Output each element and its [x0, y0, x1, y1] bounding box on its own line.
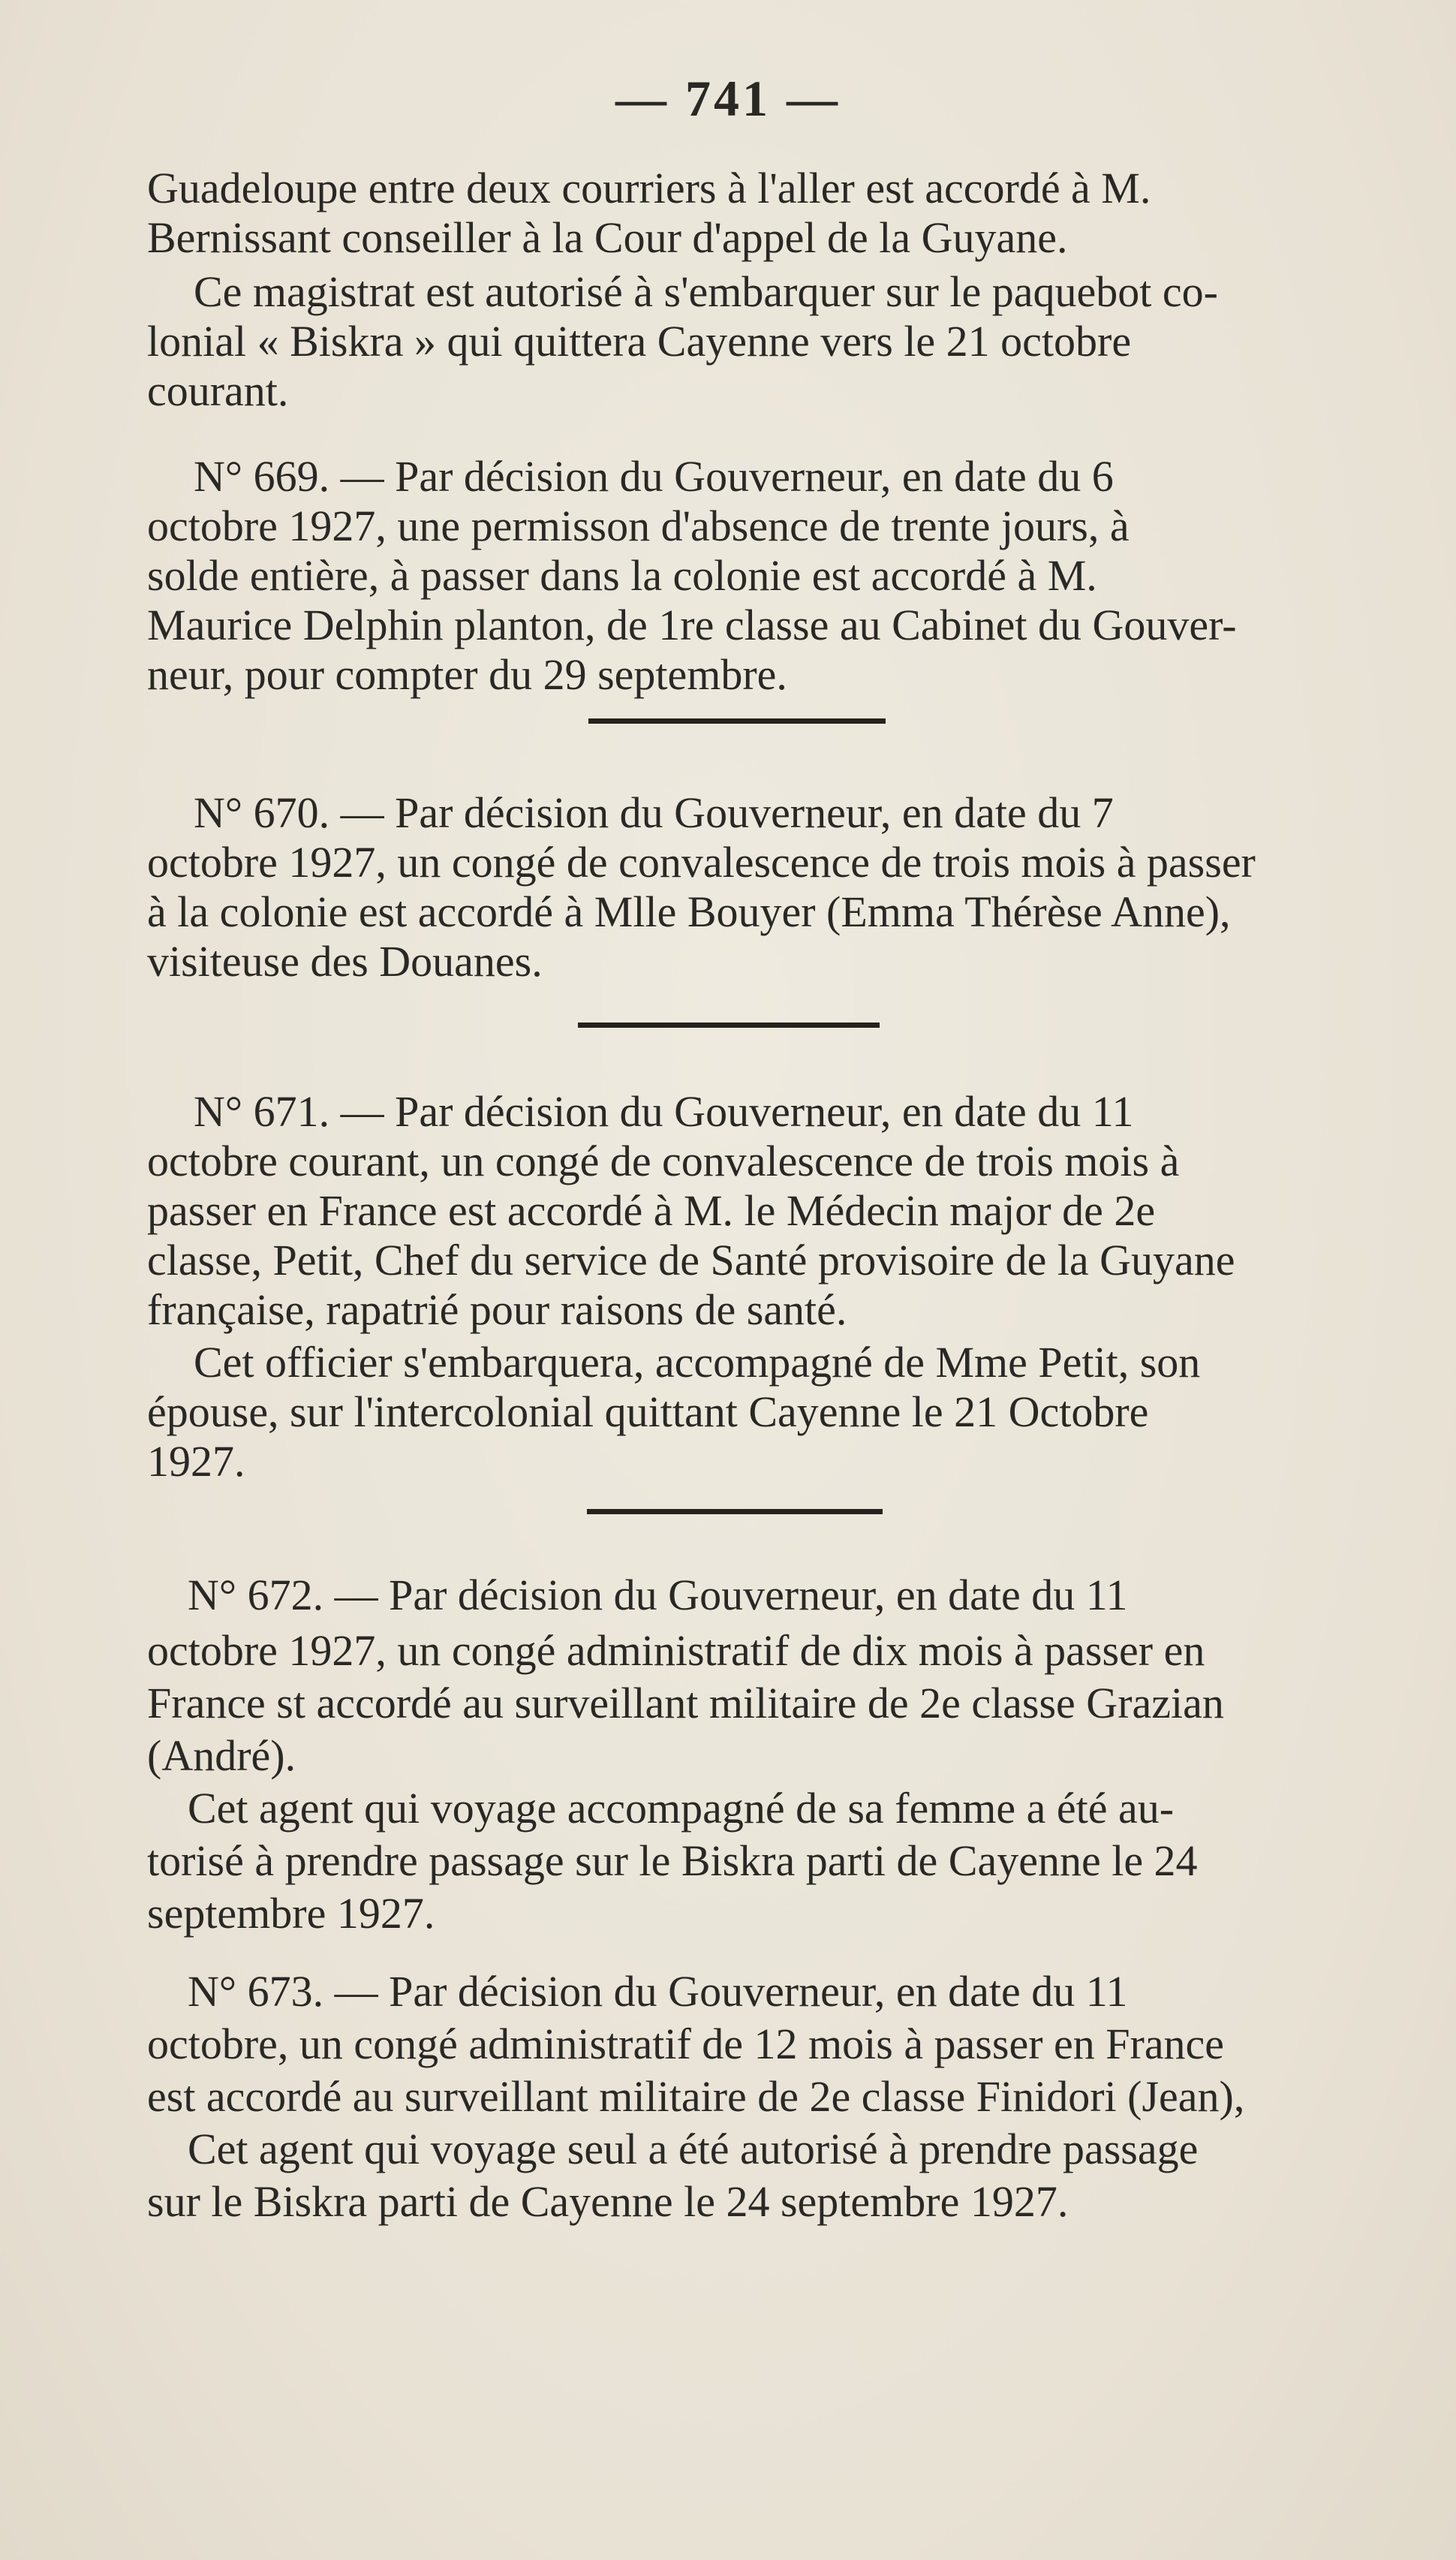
text-line: France st accordé au surveillant militaire de 2e classe Grazian	[147, 1679, 1224, 1727]
text-line: octobre 1927, un congé de convalescence de trois mois à passer	[147, 838, 1256, 887]
text-line: (André).	[147, 1731, 296, 1780]
text-line: Cet agent qui voyage accompagné de sa femme a été au-	[188, 1784, 1175, 1833]
text-line: 1927.	[147, 1437, 245, 1486]
text-line: N° 673. — Par décision du Gouverneur, en date du 11	[188, 1967, 1128, 2016]
text-line: Cet officier s'embarquera, accompagné de Mme Petit, son	[194, 1338, 1201, 1387]
text-line: N° 670. — Par décision du Gouverneur, en date du 7	[194, 788, 1114, 837]
text-line: octobre courant, un congé de convalescence de trois mois à	[147, 1137, 1180, 1185]
text-line: octobre 1927, un congé administratif de dix mois à passer en	[147, 1626, 1205, 1675]
text-line: N° 672. — Par décision du Gouverneur, en date du 11	[188, 1571, 1128, 1619]
text-line: N° 669. — Par décision du Gouverneur, en date du 6	[194, 452, 1114, 501]
text-line: octobre 1927, une permisson d'absence de trente jours, à	[147, 501, 1130, 550]
text-line: torisé à prendre passage sur le Biskra parti de Cayenne le 24	[147, 1836, 1198, 1885]
text-line: courant.	[147, 366, 289, 415]
text-line: Guadeloupe entre deux courriers à l'aller est accordé à M.	[147, 164, 1151, 212]
text-line: N° 671. — Par décision du Gouverneur, en date du 11	[194, 1087, 1134, 1136]
text-line: Maurice Delphin planton, de 1re classe au Cabinet du Gouver-	[147, 601, 1237, 649]
page-number: — 741 —	[615, 70, 841, 127]
text-line: Cet agent qui voyage seul a été autorisé à prendre passage	[188, 2125, 1199, 2173]
text-line: solde entière, à passer dans la colonie est accordé à M.	[147, 551, 1097, 600]
text-line: classe, Petit, Chef du service de Santé provisoire de la Guyane	[147, 1236, 1235, 1285]
separator-rule	[578, 1022, 880, 1028]
text-line: octobre, un congé administratif de 12 mois à passer en France	[147, 2019, 1225, 2068]
text-line: épouse, sur l'intercolonial quittant Cayenne le 21 Octobre	[147, 1387, 1149, 1436]
text-line: sur le Biskra parti de Cayenne le 24 septembre 1927.	[147, 2177, 1069, 2226]
text-line: à la colonie est accordé à Mlle Bouyer (Emma Thérèse Anne),	[147, 887, 1231, 936]
text-line: est accordé au surveillant militaire de 2e classe Finidori (Jean),	[147, 2072, 1245, 2121]
text-line: visiteuse des Douanes.	[147, 937, 543, 986]
text-line: passer en France est accordé à M. le Médecin major de 2e	[147, 1186, 1156, 1235]
text-line: septembre 1927.	[147, 1889, 435, 1938]
separator-rule	[588, 718, 886, 724]
text-line: Bernissant conseiller à la Cour d'appel de la Guyane.	[147, 213, 1068, 262]
text-line: Ce magistrat est autorisé à s'embarquer sur le paquebot co-	[194, 267, 1218, 316]
text-line: neur, pour compter du 29 septembre.	[147, 650, 787, 699]
text-line: française, rapatrié pour raisons de santé.	[147, 1285, 847, 1334]
text-line: lonial « Biskra » qui quittera Cayenne vers le 21 octobre	[147, 317, 1132, 366]
separator-rule	[587, 1509, 883, 1514]
